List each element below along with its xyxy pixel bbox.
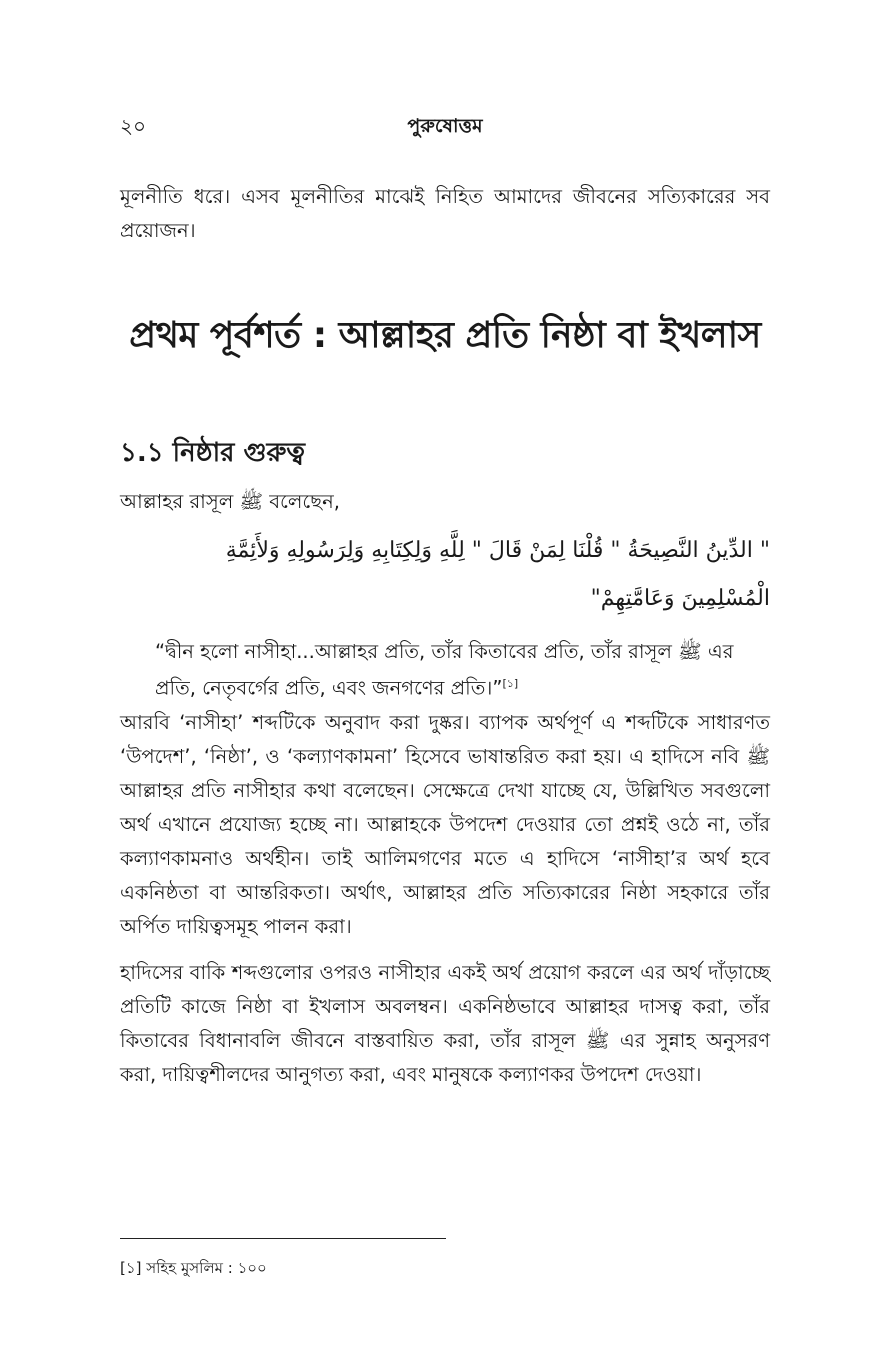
- page-number: ২০: [120, 114, 147, 138]
- footnote-divider: [120, 1238, 446, 1239]
- footnote-reference[interactable]: [১]: [502, 677, 519, 690]
- running-header: [120, 112, 770, 142]
- chapter-title: প্রথম পূর্বশর্ত : আল্লাহর প্রতি নিষ্ঠা বা ইখলাস: [129, 315, 761, 356]
- intro-line: আল্লাহর রাসূল ﷺ বলেছেন,: [120, 490, 340, 513]
- body-paragraph-2: হাদিসের বাকি শব্দগুলোর ওপরও নাসীহার একই অর্থ প্রয়োগ করলে এর অর্থ দাঁড়াচ্ছে প্রতিটি কাজে নিষ্ঠা বা ইখলাস অবলম্বন। একনিষ্ঠভাবে আল্লাহর দাসত্ব করা, তাঁর কিতাবের বিধানাবলি জীবনে বাস্তবায়িত করা, তাঁর রাসূল ﷺ এর সুন্নাহ অনুসরণ করা, দায়িত্বশীলদের আনুগত্য করা, এবং মানুষকে কল্যাণকর উপদেশ দেওয়া।: [120, 961, 771, 1086]
- arabic-hadith-line-1: " الدِّينُ النَّصِيحَةُ " قُلْنَا لِمَنْ قَالَ " لِلَّهِ وَلِكِتَابِهِ وَلِرَسُولِهِ وَلأَئِمَّةِ: [225, 538, 770, 563]
- carryover-paragraph: মূলনীতি ধরে। এসব মূলনীতির মাঝেই নিহিত আমাদের জীবনের সত্যিকারের সব প্রয়োজন।: [120, 185, 770, 242]
- footnote-text: সহিহ মুসলিম : ১০০: [146, 1259, 267, 1277]
- hadith-translation-quote: [155, 636, 745, 705]
- section-heading: ১.১ নিষ্ঠার গুরুত্ব: [120, 438, 305, 468]
- footnote: [120, 1257, 267, 1282]
- arabic-hadith-line-2: الْمُسْلِمِينَ وَعَامَّتِهِمْ": [590, 586, 770, 611]
- body-paragraph-1: আরবি ‘নাসীহা’ শব্দটিকে অনুবাদ করা দুষ্কর। ব্যাপক অর্থপূর্ণ এ শব্দটিকে সাধারণত ‘উপদেশ’, ‘নিষ্ঠা’, ও ‘কল্যাণকামনা’ হিসেবে ভাষান্তরিত করা হয়। এ হাদিসে নবি ﷺ আল্লাহর প্রতি নাসীহার কথা বলেছেন। সেক্ষেত্রে দেখা যাচ্ছে যে, উল্লিখিত সবগুলো অর্থ এখানে প্রযোজ্য হচ্ছে না। আল্লাহকে উপদেশ দেওয়ার তো প্রশ্নই ওঠে না, তাঁর কল্যাণকামনাও অর্থহীন। তাই আলিমগণের মতে এ হাদিসে ‘নাসীহা’র অর্থ হবে একনিষ্ঠতা বা আন্তরিকতা। অর্থাৎ, আল্লাহর প্রতি সত্যিকারের নিষ্ঠা সহকারে তাঁর অর্পিত দায়িত্বসমূহ পালন করা।: [120, 711, 770, 938]
- quote-text: “দ্বীন হলো নাসীহা...আল্লাহর প্রতি, তাঁর কিতাবের প্রতি, তাঁর রাসূল ﷺ এর প্রতি, নেতৃবর্গের প্রতি, এবং জনগণের প্রতি।”: [155, 640, 734, 700]
- footnote-marker: [১]: [120, 1259, 142, 1277]
- running-title: পুরুষোত্তম: [407, 115, 483, 137]
